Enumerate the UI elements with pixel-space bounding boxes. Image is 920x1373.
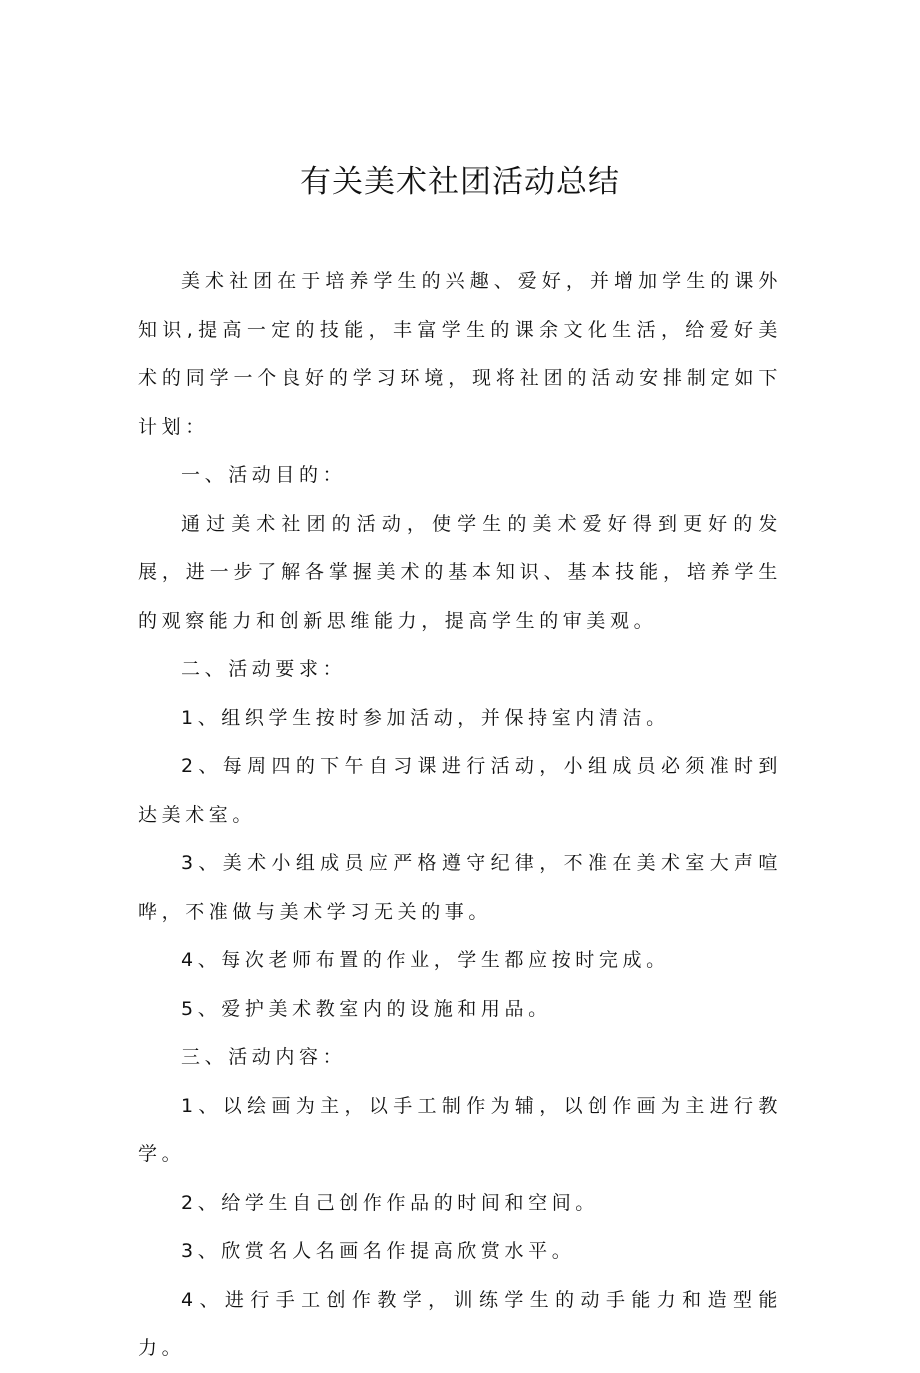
list-item-content-3: 3、欣赏名人名画名作提高欣赏水平。	[181, 1240, 576, 1262]
paragraph-intro: 美术社团在于培养学生的兴趣、爱好，并增加学生的课外知识,提高一定的技能，丰富学生的课余文化生活，给爱好美术的同学一个良好的学习环境，现将社团的活动安排制定如下计划：	[138, 270, 782, 438]
paragraph-purpose: 通过美术社团的活动，使学生的美术爱好得到更好的发展，进一步了解各掌握美术的基本知识、基本技能，培养学生的观察能力和创新思维能力，提高学生的审美观。	[138, 512, 782, 632]
list-item-requirement-3: 3、美术小组成员应严格遵守纪律，不准在美术室大声喧哗，不准做与美术学习无关的事。	[138, 852, 782, 923]
section-heading-content: 三、活动内容：	[181, 1046, 347, 1068]
section-heading-requirements: 二、活动要求：	[181, 658, 347, 680]
document-title: 有关美术社团活动总结	[300, 164, 620, 200]
document-body	[138, 257, 782, 1373]
section-heading-purpose: 一、活动目的：	[181, 464, 347, 486]
list-item-content-1: 1、以绘画为主，以手工制作为辅，以创作画为主进行教学。	[138, 1094, 782, 1165]
list-item-content-4: 4、进行手工创作教学，训练学生的动手能力和造型能力。	[138, 1288, 782, 1359]
list-item-requirement-4: 4、每次老师布置的作业，学生都应按时完成。	[181, 949, 670, 971]
list-item-requirement-1: 1、组织学生按时参加活动，并保持室内清洁。	[181, 706, 670, 729]
list-item-requirement-5: 5、爱护美术教室内的设施和用品。	[181, 997, 552, 1020]
list-item-requirement-2: 2、每周四的下午自习课进行活动，小组成员必须准时到达美术室。	[138, 755, 782, 826]
list-item-content-2: 2、给学生自己创作作品的时间和空间。	[181, 1191, 599, 1214]
